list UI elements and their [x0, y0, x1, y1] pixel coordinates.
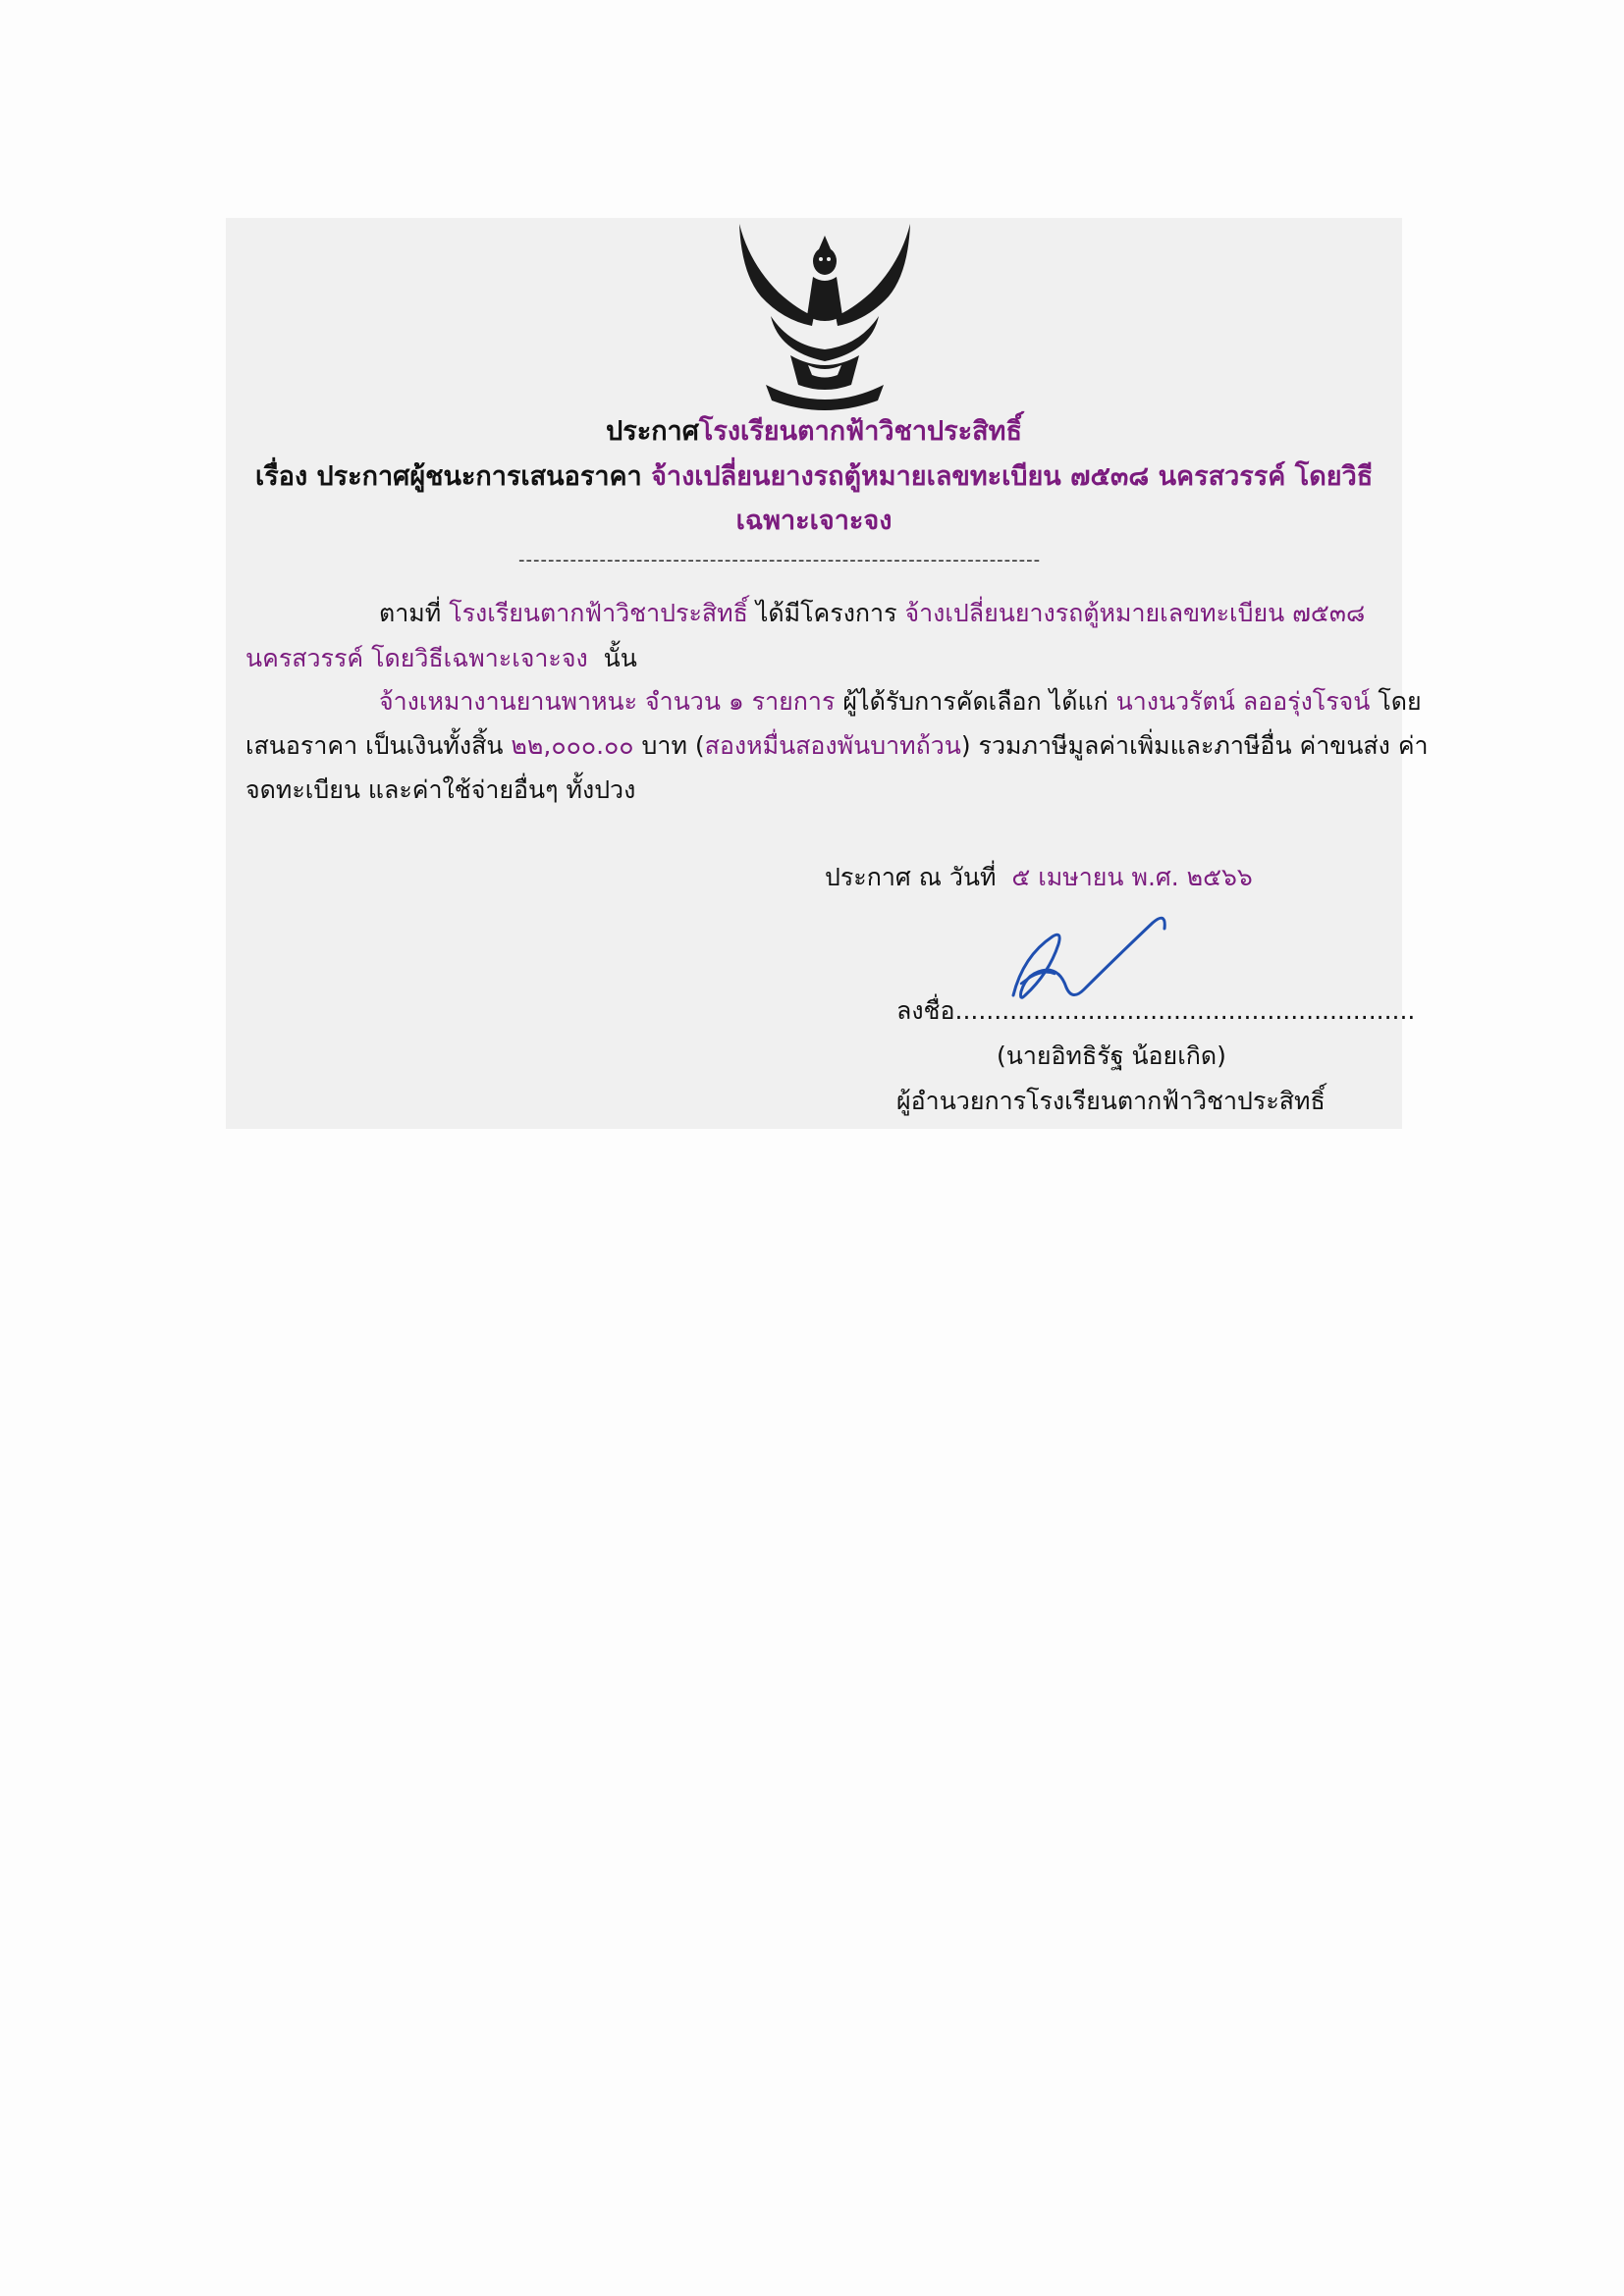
- paragraph-1-line-2: [245, 636, 1384, 681]
- page-title: [226, 410, 1402, 454]
- p2-offer: เสนอราคา เป็นเงินทั้งสิ้น: [245, 731, 504, 760]
- p1-project: จ้างเปลี่ยนยางรถตู้หมายเลขทะเบียน ๗๕๓๘: [904, 599, 1366, 627]
- p2-item: จ้างเหมางานยานพาหนะ จำนวน ๑ รายการ: [379, 687, 836, 716]
- title-school-name: โรงเรียนตากฟ้าวิชาประสิทธิ์: [698, 416, 1022, 447]
- p2-by: โดย: [1378, 687, 1422, 716]
- p1-end: นั้น: [603, 644, 637, 672]
- announce-prefix: ประกาศ ณ วันที่: [825, 863, 997, 891]
- announce-date-line: [825, 856, 1253, 899]
- p1-project-cont: นครสวรรค์ โดยวิธีเฉพาะเจาะจง: [245, 644, 588, 672]
- p1-school: โรงเรียนตากฟ้าวิชาประสิทธิ์: [449, 599, 748, 627]
- p2-close: ) รวมภาษีมูลค่าเพิ่มและภาษีอื่น ค่าขนส่ง ค่า: [960, 731, 1429, 760]
- sign-label: ลงชื่อ: [896, 996, 955, 1025]
- p2-amount: ๒๒,๐๐๐.๐๐: [511, 731, 634, 760]
- p2-mid: ผู้ได้รับการคัดเลือก ได้แก่: [842, 687, 1109, 716]
- announcement-card: [226, 218, 1429, 1129]
- signature-line: [896, 989, 1415, 1033]
- garuda-emblem-icon: [731, 218, 918, 410]
- subject-line: [255, 455, 1394, 499]
- paragraph-2-line-3: จดทะเบียน และค่าใช้จ่ายอื่นๆ ทั้งปวง: [245, 775, 636, 804]
- subject-line-continued: เฉพาะเจาะจง: [735, 506, 893, 536]
- sign-dots: ...........................................................: [954, 996, 1416, 1025]
- paragraph-2-line-1: [379, 679, 1518, 724]
- signer-name: (นายอิทธิรัฐ น้อยเกิด): [997, 1041, 1226, 1070]
- p1-lead: ตามที่: [379, 599, 442, 627]
- subject-prefix: เรื่อง ประกาศผู้ชนะการเสนอราคา: [255, 461, 642, 492]
- title-prefix: ประกาศ: [606, 416, 699, 447]
- subject-project: จ้างเปลี่ยนยางรถตู้หมายเลขทะเบียน ๗๕๓๘ นครสวรรค์ โดยวิธี: [651, 461, 1374, 492]
- p2-amount-text: สองหมื่นสองพันบาทถ้วน: [704, 731, 961, 760]
- signer-position: ผู้อำนวยการโรงเรียนตากฟ้าวิชาประสิทธิ์: [896, 1087, 1326, 1115]
- p2-vendor: นางนวรัตน์ ลออรุ่งโรจน์: [1115, 687, 1371, 716]
- divider: -----------------------------------------------------------------------: [518, 550, 1042, 569]
- paragraph-2-line-2: [245, 723, 1429, 769]
- p1-mid: ได้มีโครงการ: [755, 599, 897, 627]
- p2-baht: บาท (: [641, 731, 705, 760]
- paragraph-1-line-1: [379, 591, 1518, 636]
- announce-date: ๕ เมษายน พ.ศ. ๒๕๖๖: [1011, 863, 1253, 891]
